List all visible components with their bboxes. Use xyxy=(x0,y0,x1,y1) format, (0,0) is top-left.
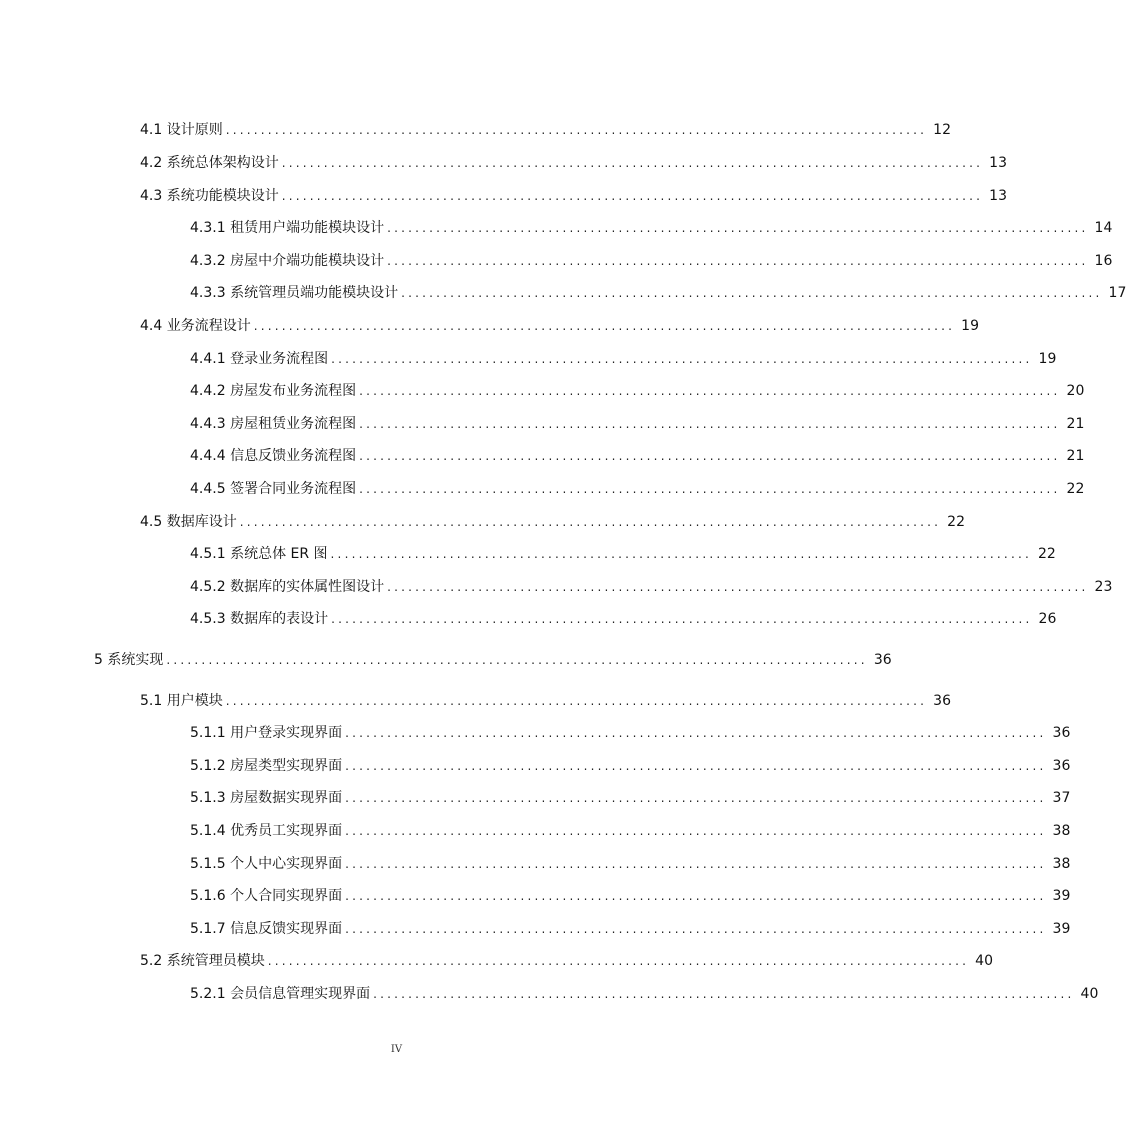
toc-entry-page: 16 xyxy=(1094,253,1113,269)
toc-entry-page: 19 xyxy=(961,318,979,334)
toc-entry-page: 14 xyxy=(1094,220,1113,236)
toc-entry-label: 4.5.1 系统总体 ER 图 xyxy=(190,546,328,562)
toc-entry-label: 4.1 设计原则 xyxy=(140,122,223,138)
toc-entry-page: 36 xyxy=(933,693,951,709)
toc-entry-label: 4.4.2 房屋发布业务流程图 xyxy=(190,383,357,399)
toc-entry-page: 36 xyxy=(873,652,892,668)
toc-entry[interactable] xyxy=(140,951,993,971)
toc-entry-label: 5.1.7 信息反馈实现界面 xyxy=(190,921,343,937)
toc-dot-leader: .................................................................................................... xyxy=(345,726,1047,740)
toc-entry-page: 12 xyxy=(933,122,951,138)
toc-entry[interactable] xyxy=(190,381,1085,401)
toc-entry-label: 4.3.3 系统管理员端功能模块设计 xyxy=(190,285,399,301)
toc-entry[interactable] xyxy=(190,609,1057,629)
toc-entry-label: 5 系统实现 xyxy=(94,652,164,668)
toc-entry-page: 21 xyxy=(1066,416,1085,432)
toc-entry-page: 37 xyxy=(1052,790,1071,806)
toc-entry-page: 26 xyxy=(1038,611,1057,627)
toc-dot-leader: .................................................................................................... xyxy=(359,417,1061,431)
toc-entry-label: 4.4.1 登录业务流程图 xyxy=(190,351,329,367)
toc-entry[interactable] xyxy=(190,854,1071,874)
toc-entry[interactable] xyxy=(140,316,979,336)
toc-dot-leader: .................................................................................................... xyxy=(267,954,970,968)
toc-entry-label: 5.1.6 个人合同实现界面 xyxy=(190,888,343,904)
toc-entry-label: 4.4.5 签署合同业务流程图 xyxy=(190,481,357,497)
toc-entry-label: 4.3.1 租赁用户端功能模块设计 xyxy=(190,220,385,236)
toc-entry-label: 4.4 业务流程设计 xyxy=(140,318,251,334)
toc-dot-leader: .................................................................................................... xyxy=(387,254,1089,268)
toc-entry-label: 5.1.4 优秀员工实现界面 xyxy=(190,823,343,839)
toc-dot-leader: .................................................................................................... xyxy=(373,987,1075,1001)
toc-entry-page: 38 xyxy=(1052,856,1071,872)
toc-entry[interactable] xyxy=(140,120,951,140)
toc-dot-leader: .................................................................................................... xyxy=(387,580,1089,594)
toc-entry-page: 20 xyxy=(1066,383,1085,399)
toc-entry-page: 23 xyxy=(1094,579,1113,595)
toc-entry[interactable] xyxy=(190,414,1085,434)
toc-entry-page: 22 xyxy=(1038,546,1056,562)
toc-entry[interactable] xyxy=(190,283,1126,303)
toc-entry-label: 4.5.2 数据库的实体属性图设计 xyxy=(190,579,385,595)
toc-entry[interactable] xyxy=(190,756,1071,776)
toc-entry-label: 4.3.2 房屋中介端功能模块设计 xyxy=(190,253,385,269)
toc-entry[interactable] xyxy=(190,544,1056,564)
toc-dot-leader: .................................................................................................... xyxy=(345,759,1047,773)
toc-entry-page: 38 xyxy=(1052,823,1071,839)
toc-dot-leader: .................................................................................................... xyxy=(330,547,1032,561)
toc-dot-leader: .................................................................................................... xyxy=(225,694,928,708)
toc-dot-leader: .................................................................................................... xyxy=(345,889,1047,903)
toc-entry-label: 5.1.1 用户登录实现界面 xyxy=(190,725,343,741)
toc-entry[interactable] xyxy=(190,788,1071,808)
toc-entry-label: 4.2 系统总体架构设计 xyxy=(140,155,279,171)
toc-entry-page: 39 xyxy=(1052,888,1071,904)
toc-entry-page: 21 xyxy=(1066,448,1085,464)
toc-entry[interactable] xyxy=(190,723,1071,743)
toc-entry[interactable] xyxy=(94,650,892,670)
toc-entry[interactable] xyxy=(190,349,1057,369)
toc-entry-label: 5.2 系统管理员模块 xyxy=(140,953,265,969)
toc-entry-label: 5.2.1 会员信息管理实现界面 xyxy=(190,986,371,1002)
toc-entry[interactable] xyxy=(190,218,1113,238)
toc-entry-page: 36 xyxy=(1052,758,1071,774)
toc-entry[interactable] xyxy=(190,886,1071,906)
toc-dot-leader: .................................................................................................... xyxy=(345,922,1047,936)
toc-dot-leader: .................................................................................................... xyxy=(359,449,1061,463)
toc-dot-leader: .................................................................................................... xyxy=(331,612,1033,626)
toc-dot-leader: .................................................................................................... xyxy=(166,653,868,667)
toc-entry[interactable] xyxy=(140,512,965,532)
toc-entry-page: 22 xyxy=(947,514,965,530)
toc-dot-leader: .................................................................................................... xyxy=(345,857,1047,871)
toc-dot-leader: .................................................................................................... xyxy=(281,189,984,203)
toc-entry[interactable] xyxy=(190,446,1085,466)
toc-entry[interactable] xyxy=(190,479,1085,499)
toc-dot-leader: .................................................................................................... xyxy=(401,286,1103,300)
toc-entry-label: 4.4.3 房屋租赁业务流程图 xyxy=(190,416,357,432)
toc-entry-page: 17 xyxy=(1108,285,1126,301)
toc-entry-label: 5.1 用户模块 xyxy=(140,693,223,709)
toc-dot-leader: .................................................................................................... xyxy=(387,221,1089,235)
toc-dot-leader: .................................................................................................... xyxy=(359,384,1061,398)
toc-entry-label: 5.1.2 房屋类型实现界面 xyxy=(190,758,343,774)
toc-entry-label: 5.1.3 房屋数据实现界面 xyxy=(190,790,343,806)
toc-entry-page: 40 xyxy=(1080,986,1099,1002)
toc-entry-label: 4.4.4 信息反馈业务流程图 xyxy=(190,448,357,464)
toc-entry-page: 19 xyxy=(1038,351,1057,367)
toc-entry-page: 22 xyxy=(1066,481,1085,497)
toc-entry-label: 4.3 系统功能模块设计 xyxy=(140,188,279,204)
toc-entry[interactable] xyxy=(140,186,1007,206)
toc-dot-leader: .................................................................................................... xyxy=(225,123,928,137)
toc-entry-label: 4.5 数据库设计 xyxy=(140,514,237,530)
toc-entry-page: 39 xyxy=(1052,921,1071,937)
toc-entry-page: 13 xyxy=(989,155,1007,171)
toc-dot-leader: .................................................................................................... xyxy=(359,482,1061,496)
page-number: IV xyxy=(390,1044,403,1055)
toc-entry[interactable] xyxy=(190,577,1113,597)
toc-dot-leader: .................................................................................................... xyxy=(253,319,956,333)
toc-dot-leader: .................................................................................................... xyxy=(281,156,984,170)
toc-entry[interactable] xyxy=(190,919,1071,939)
toc-entry[interactable] xyxy=(140,153,1007,173)
toc-entry[interactable] xyxy=(190,251,1113,271)
toc-entry[interactable] xyxy=(140,691,951,711)
toc-dot-leader: .................................................................................................... xyxy=(331,352,1033,366)
toc-dot-leader: .................................................................................................... xyxy=(239,515,942,529)
toc-dot-leader: .................................................................................................... xyxy=(345,824,1047,838)
toc-dot-leader: .................................................................................................... xyxy=(345,791,1047,805)
toc-entry-label: 5.1.5 个人中心实现界面 xyxy=(190,856,343,872)
toc-entry[interactable] xyxy=(190,821,1071,841)
toc-entry-page: 40 xyxy=(975,953,993,969)
toc-entry[interactable] xyxy=(190,984,1099,1004)
toc-entry-page: 13 xyxy=(989,188,1007,204)
toc-entry-page: 36 xyxy=(1052,725,1071,741)
toc-entry-label: 4.5.3 数据库的表设计 xyxy=(190,611,329,627)
